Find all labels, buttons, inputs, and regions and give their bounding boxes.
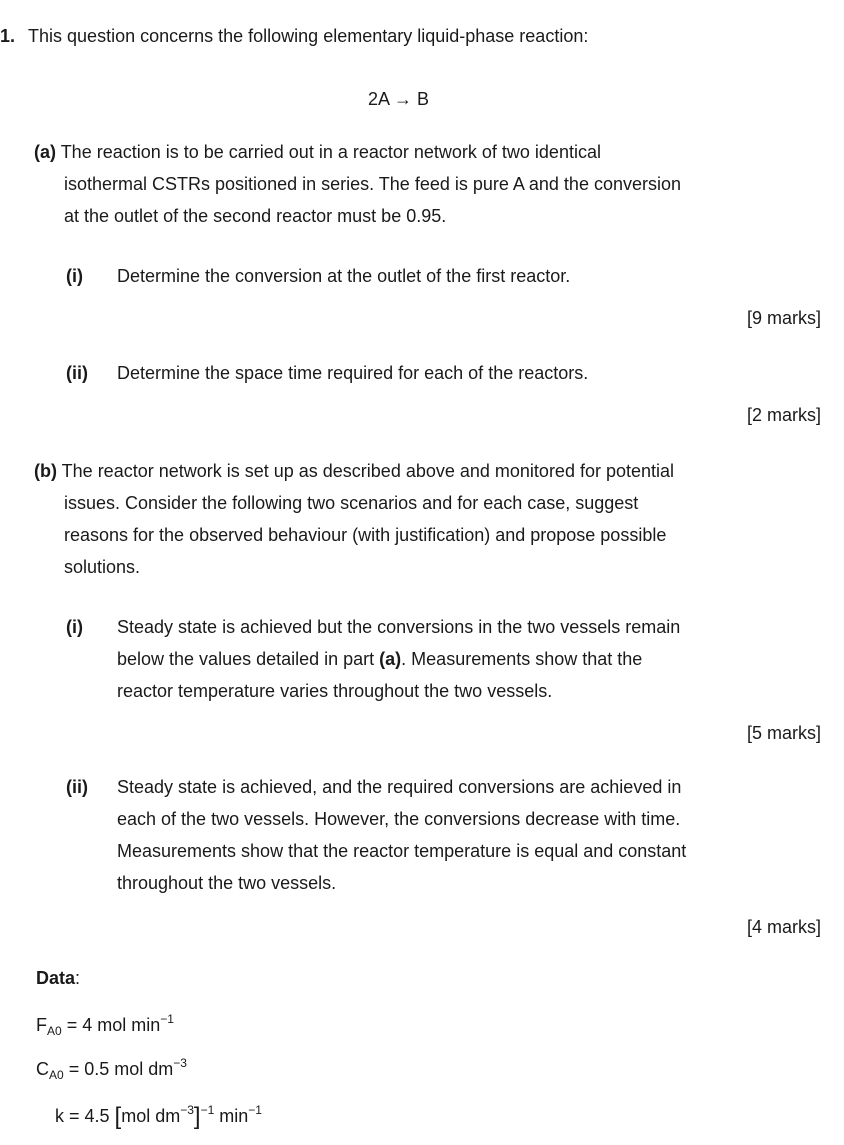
data-ca0: $C_{A0} = 0.5$ mol $dm^{-3}$ (36, 1056, 187, 1082)
part-a-text: The reaction is to be carried out in a reactor network of two identical (60, 142, 601, 162)
question-header (0, 20, 588, 52)
part-b-ii-line3: Measurements show that the reactor temperature is equal and constant (117, 841, 687, 861)
part-b-i-line1: Steady state is achieved but the conversions in the two vessels remain (117, 617, 681, 637)
part-b-ii-line4: throughout the two vessels. (117, 873, 337, 893)
part-b-i-line3: reactor temperature varies throughout the two vessels. (117, 681, 553, 701)
data-fa0: $F_{A0} = 4$ mol $\min^{-1}$ (36, 1012, 174, 1038)
part-b-ii-label: (ii) (66, 777, 88, 797)
data-k: k = 4.5 [mol $dm^{-3}]^{-1}$ $\min^{-1}$ (55, 1103, 262, 1130)
part-a-ii-text: Determine the space time required for each of the reactors. (117, 363, 589, 383)
data-heading: Data: (36, 968, 81, 988)
part-a-ii-label: (ii) (66, 363, 88, 383)
part-b-i-marks: [5 marks] (746, 723, 821, 743)
part-b-i-label: (i) (66, 617, 83, 637)
part-b-line2: issues. Consider the following two scenarios and for each case, suggest (64, 493, 639, 513)
part-a-line2: isothermal CSTRs positioned in series. The feed is pure A and the conversion (64, 174, 682, 194)
part-b-ii-line1: Steady state is achieved, and the required conversions are achieved in (117, 777, 682, 797)
part-a-i-label: (i) (66, 266, 83, 286)
part-b-ii-marks: [4 marks] (746, 917, 821, 937)
part-a-line1 (34, 136, 601, 168)
part-b-line1 (34, 455, 674, 487)
part-a-label: (a) (34, 142, 56, 162)
part-b-label: (b) (34, 461, 57, 481)
part-a-ii-marks: [2 marks] (746, 405, 821, 425)
question-number: 1. (0, 26, 16, 46)
question-intro: This question concerns the following elementary liquid-phase reaction: (28, 26, 589, 46)
part-a-i-text: Determine the conversion at the outlet of the first reactor. (117, 266, 571, 286)
part-b-line3: reasons for the observed behaviour (with justification) and propose possible (64, 525, 667, 545)
part-b-ii-line2: each of the two vessels. However, the conversions decrease with time. (117, 809, 681, 829)
part-a-i-marks: [9 marks] (746, 308, 821, 328)
part-a-line3: at the outlet of the second reactor must be 0.95. (64, 206, 447, 226)
part-b-line4: solutions. (64, 557, 141, 577)
reaction-equation: 2A → B (368, 89, 430, 109)
part-b-i-line2: below the values detailed in part (a). Measurements show that the (117, 649, 643, 669)
part-b-text: The reactor network is set up as described above and monitored for potential (61, 461, 675, 481)
